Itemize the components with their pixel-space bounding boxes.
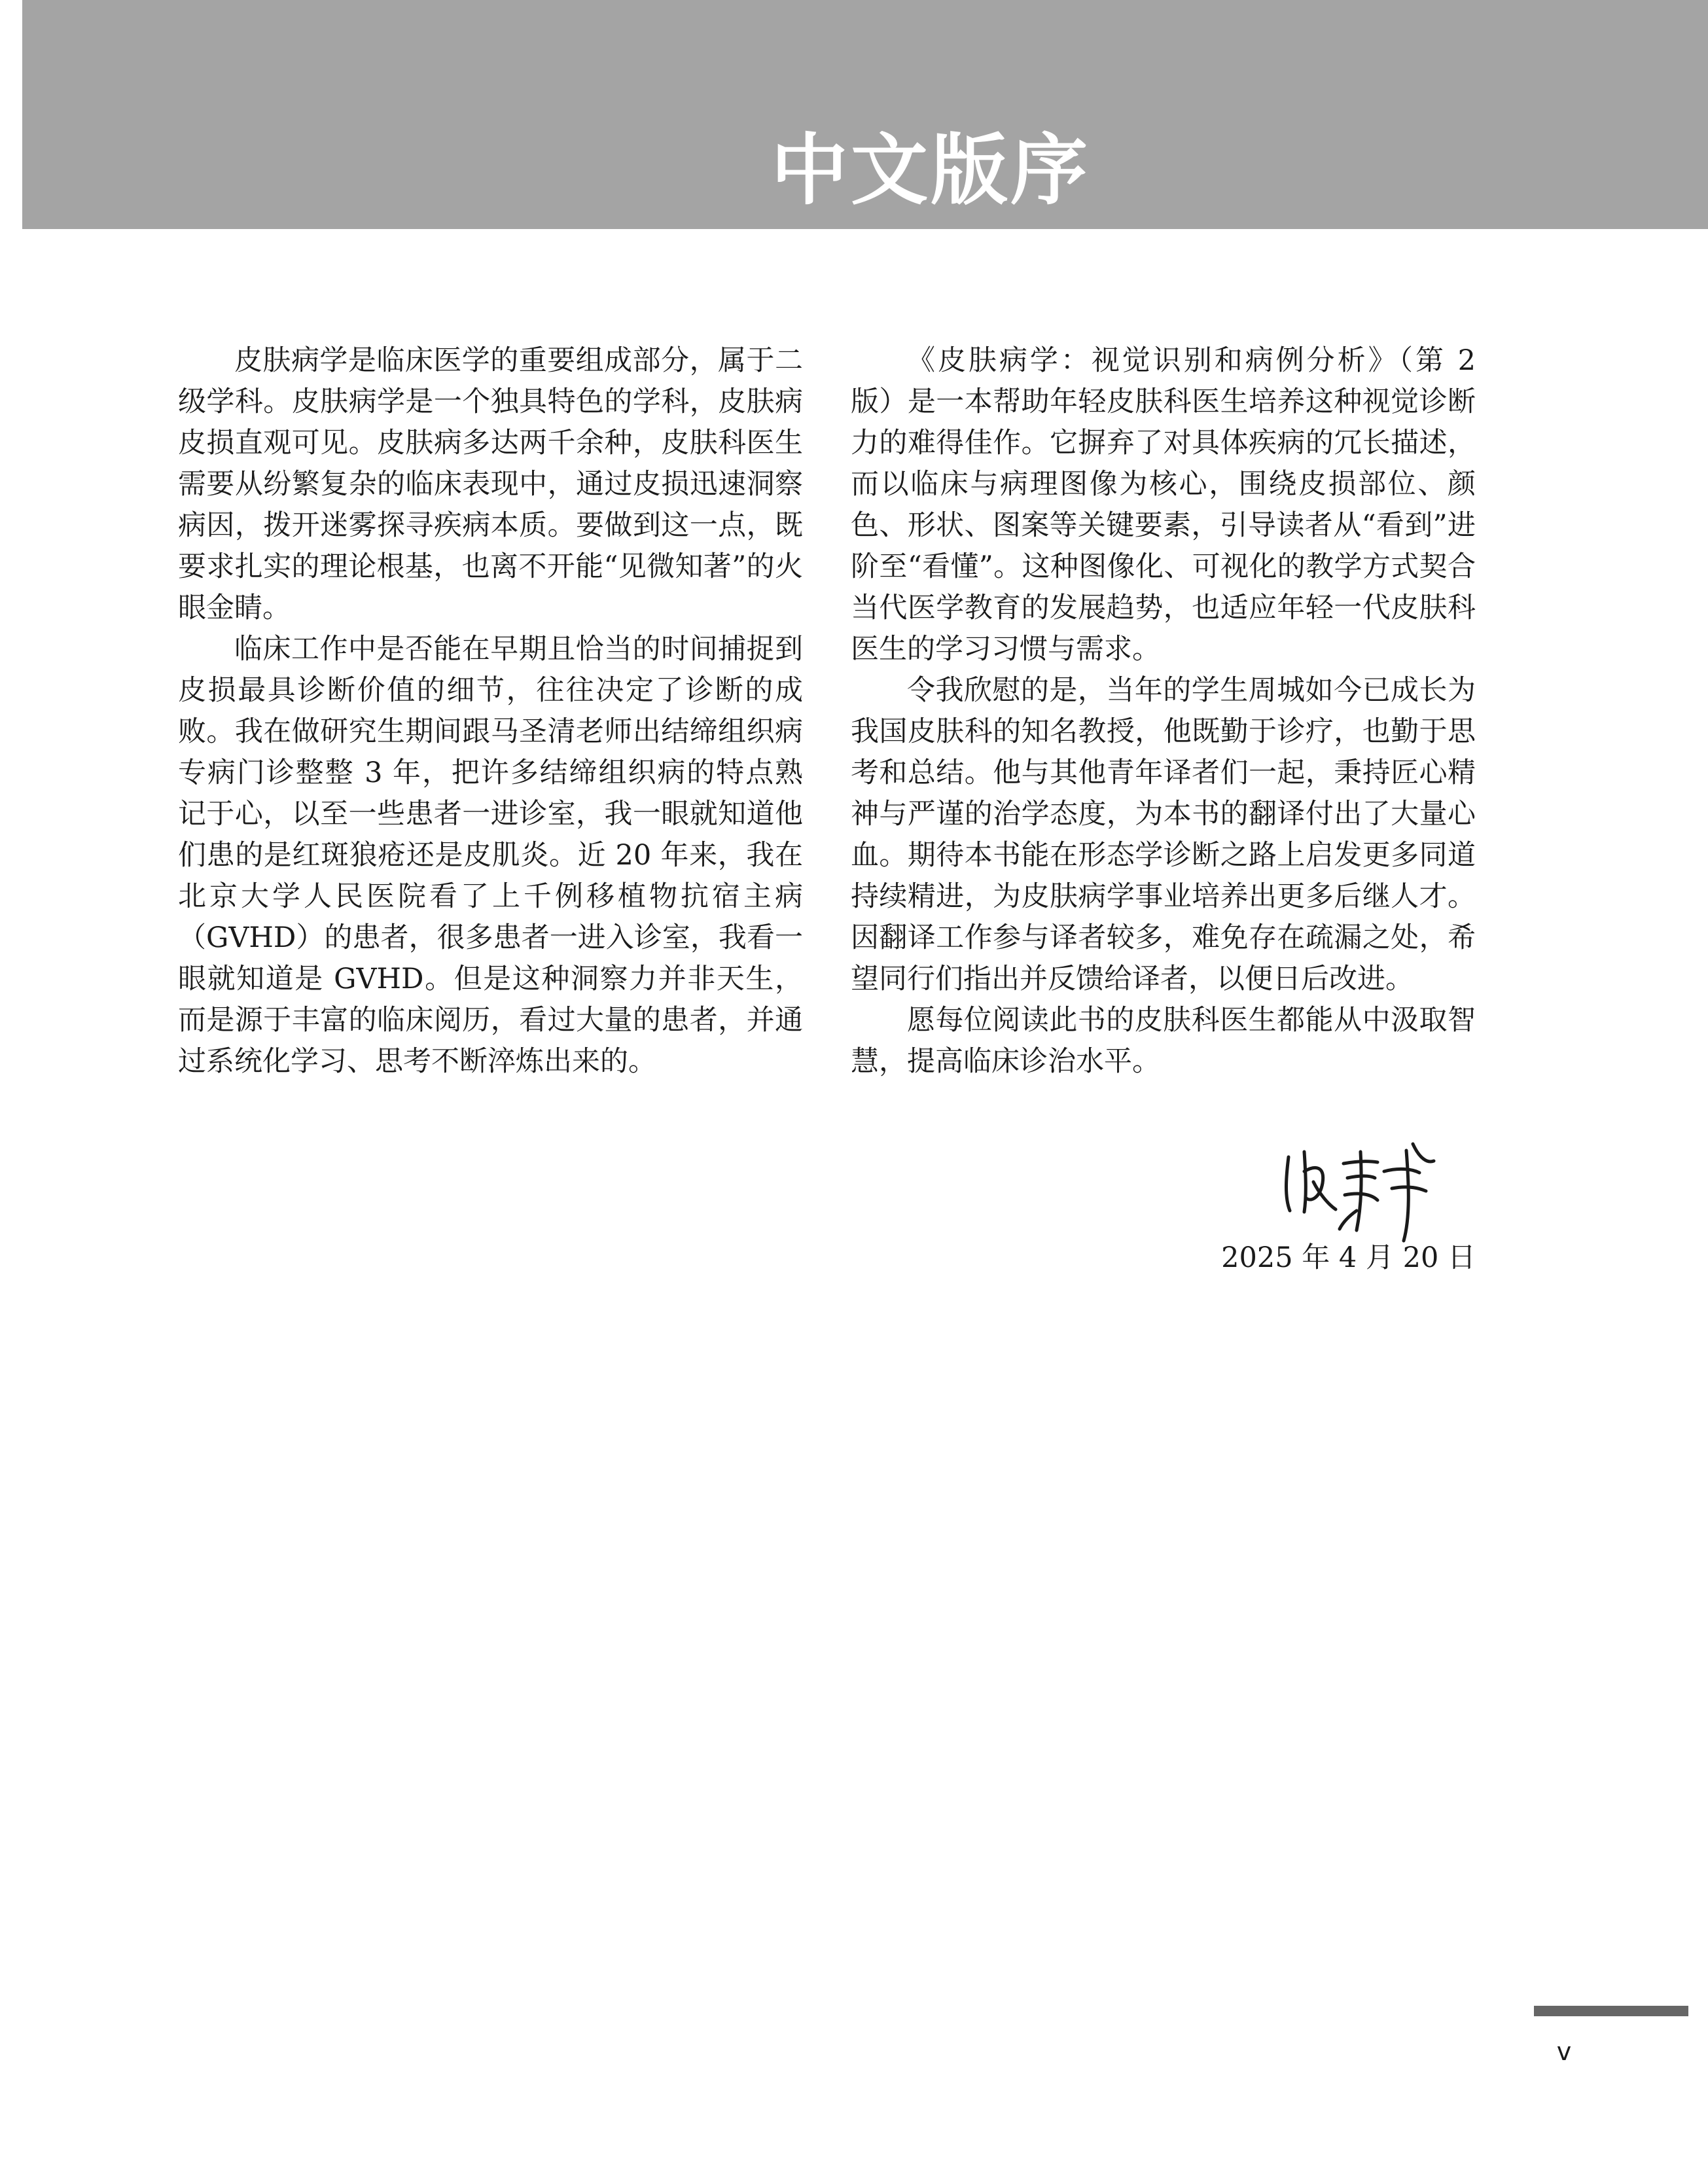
paragraph: 令我欣慰的是，当年的学生周城如今已成长为我国皮肤科的知名教授，他既勤于诊疗，也勤于思考和总结。他与其他青年译者们一起，秉持匠心精神与严谨的治学态度，为本书的翻译付出了大量心血。期待本书能在形态学诊断之路上启发更多同道持续精进，为皮肤病学事业培养出更多后继人才。因翻译工作参与译者较多，难免存在疏漏之处，希望同行们指出并反馈给译者，以便日后改进。 <box>851 674 1476 995</box>
paragraph: 皮肤病学是临床医学的重要组成部分，属于二级学科。皮肤病学是一个独具特色的学科，皮肤病皮损直观可见。皮肤病多达两千余种，皮肤科医生需要从纷繁复杂的临床表现中，通过皮损迅速洞察病因，拨开迷雾探寻疾病本质。要做到这一点，既要求扎实的理论根基，也离不开能“见微知著”的火眼金睛。 <box>178 344 803 624</box>
paragraph: 《皮肤病学：视觉识别和病例分析》（第 2 版）是一本帮助年轻皮肤科医生培养这种视觉诊断力的难得佳作。它摒弃了对具体疾病的冗长描述，而以临床与病理图像为核心，围绕皮损部位、颜色、形状、图案等关键要素，引导读者从“看到”进阶至“看懂”。这种图像化、可视化的教学方式契合当代医学教育的发展趋势，也适应年轻一代皮肤科医生的学习习惯与需求。 <box>851 344 1476 666</box>
paragraph: 愿每位阅读此书的皮肤科医生都能从中汲取智慧，提高临床诊治水平。 <box>851 1004 1476 1078</box>
signature-date: 2025 年 4 月 20 日 <box>1221 1241 1476 1274</box>
page-title: 中文版序 <box>770 124 1090 215</box>
page-number: v <box>1556 2037 1572 2066</box>
handwritten-signature <box>1279 1132 1450 1243</box>
footer-bar <box>1534 2006 1688 2016</box>
left-column <box>178 340 803 1082</box>
paragraph: 临床工作中是否能在早期且恰当的时间捕捉到皮损最具诊断价值的细节，往往决定了诊断的成败。我在做研究生期间跟马圣清老师出结缔组织病专病门诊整整 3 年，把许多结缔组织病的特点熟记于心，以至一些患者一进诊室，我一眼就知道他们患的是红斑狼疮还是皮肌炎。近 20 年来，我在北京大学人民医院看了上千例移植物抗宿主病（GVHD）的患者，很多患者一进入诊室，我看一眼就知道是 GVHD。但是这种洞察力并非天生，而是源于丰富的临床阅历，看过大量的患者，并通过系统化学习、思考不断淬炼出来的。 <box>178 633 803 1078</box>
header-band <box>22 0 1708 229</box>
right-column <box>851 340 1476 1082</box>
